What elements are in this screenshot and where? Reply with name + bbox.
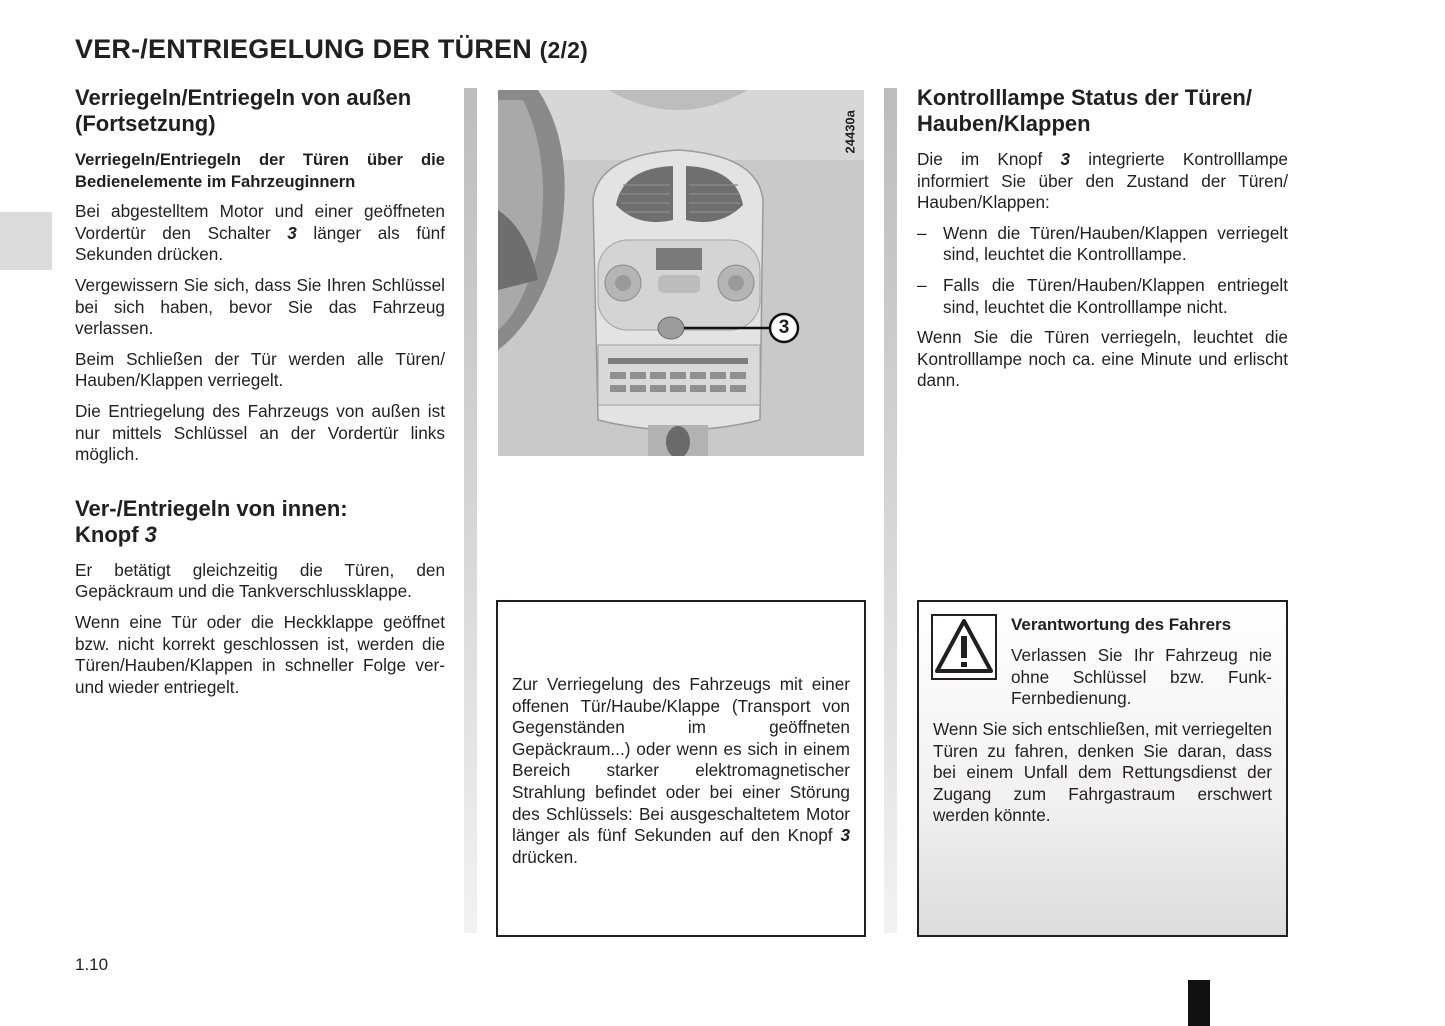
paragraph: Vergewissern Sie sich, dass Sie Ihren Schlüssel bei sich haben, bevor Sie das Fahrzeug verlassen. bbox=[75, 274, 445, 339]
list-item: – Falls die Türen/Hauben/Klappen entriegelt sind, leuchtet die Kontrolllampe nicht. bbox=[917, 274, 1288, 317]
right-column bbox=[917, 85, 1288, 401]
paragraph: Wenn Sie die Türen verriegeln, leuchtet die Kontrolllampe noch ca. eine Minute und erlischt dann. bbox=[917, 327, 1288, 391]
page-number: 1.10 bbox=[75, 955, 109, 974]
section-heading-inside: Ver-/Entriegeln von innen: Knopf 3 bbox=[75, 495, 348, 547]
dashboard-illustration bbox=[498, 90, 864, 456]
page-title: VER-/ENTRIEGELUNG DER TÜREN (2/2) bbox=[75, 34, 588, 64]
warning-box bbox=[917, 600, 1288, 937]
left-column bbox=[75, 85, 445, 707]
section-tab bbox=[0, 212, 52, 270]
warning-triangle-icon bbox=[931, 614, 997, 680]
paragraph: Er betätigt gleichzeitig die Türen, den Gepäckraum und die Tankverschlussklappe. bbox=[75, 559, 445, 602]
warning-text: Verlassen Sie Ihr Fahrzeug nie ohne Schlüssel bzw. Funk-Fernbedienung. bbox=[1011, 645, 1272, 709]
note-box bbox=[496, 600, 866, 937]
dashboard-drawing bbox=[498, 90, 864, 456]
note-text: Zur Verriegelung des Fahrzeugs mit einer offenen Tür/Haube/Klappe (Transport von Gegenständen im geöffneten Gepäckraum...) oder wenn es sich in einem Bereich starker elektromagnetischer Strahlung befindet oder bei einer Störung des Schlüssels: Bei ausgeschaltetem Motor länger als fünf Sekunden auf den Knopf 3 drücken. bbox=[512, 674, 850, 867]
column-divider-left bbox=[464, 88, 477, 933]
column-divider-right bbox=[884, 88, 897, 933]
thumb-index-mark bbox=[1188, 980, 1210, 1026]
paragraph: Die im Knopf 3 integrierte Kontrolllampe informiert Sie über den Zustand der Türen/ Hauben/Klappen: bbox=[917, 149, 1288, 213]
figure-code: 24430a bbox=[842, 110, 858, 154]
subheading-inside-controls: Verriegeln/Entriegeln der Türen über die Bedienelemente im Fahrzeuginnern bbox=[75, 150, 445, 191]
list-item: – Wenn die Türen/Hauben/Klappen verriegelt sind, leuchtet die Kontrolllampe. bbox=[917, 222, 1288, 265]
paragraph: Bei abgestelltem Motor und einer geöffneten Vordertür den Schalter 3 länger als fünf Sekunden drücken. bbox=[75, 201, 445, 265]
paragraph: Die Entriegelung des Fahrzeugs von außen ist nur mittels Schlüssel an der Vordertür links möglich. bbox=[75, 400, 445, 465]
section-heading-outside: Verriegeln/Entriegeln von außen (Fortsetzung) bbox=[75, 85, 412, 136]
paragraph: Wenn eine Tür oder die Heckklappe geöffnet bzw. nicht korrekt geschlossen ist, werden die Türen/Hauben/Klappen in schneller Folge ver- und wieder entriegelt. bbox=[75, 611, 445, 697]
paragraph: Beim Schließen der Tür werden alle Türen/ Hauben/Klappen verriegelt. bbox=[75, 348, 445, 391]
section-heading-indicator: Kontrolllampe Status der Türen/ Hauben/Klappen bbox=[917, 85, 1252, 136]
callout-number: 3 bbox=[778, 317, 790, 338]
warning-text: Wenn Sie sich entschließen, mit verriegelten Türen zu fahren, denken Sie daran, dass bei einem Unfall dem Rettungsdienst der Zugang zum Fahrgastraum erschwert werden könnte. bbox=[933, 719, 1272, 826]
page-title-part: (2/2) bbox=[539, 37, 588, 63]
warning-title: Verantwortung des Fahrers bbox=[1011, 615, 1232, 634]
